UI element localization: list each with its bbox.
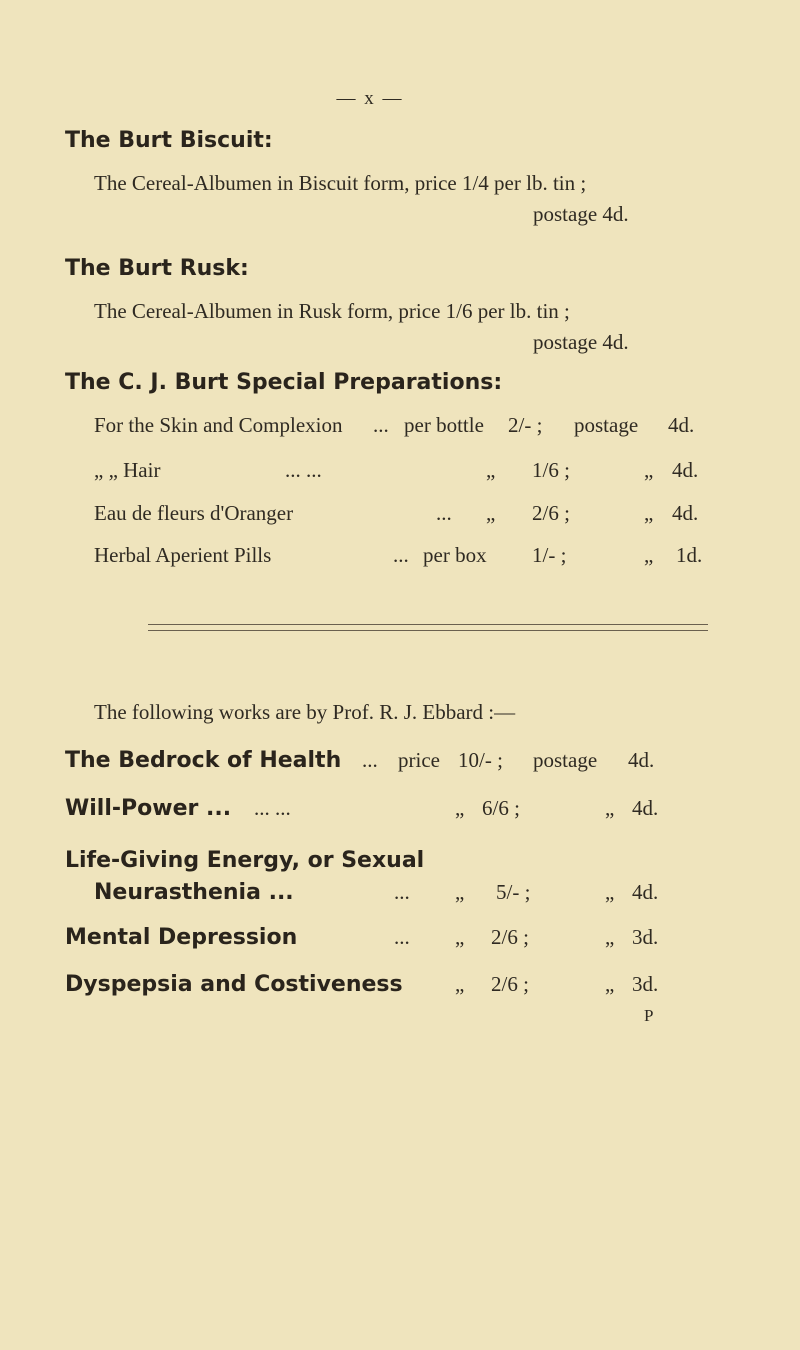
divider-rule — [148, 630, 708, 631]
preparation-name: Herbal Aperient Pills — [94, 543, 272, 567]
preparation-dots: ... — [436, 501, 452, 525]
work-postage-label: „ — [605, 972, 615, 996]
preparation-unit: per bottle — [404, 413, 484, 437]
preparation-price: 2/6 ; — [532, 501, 570, 525]
preparation-dots: ... — [373, 413, 389, 437]
work-postage: 3d. — [632, 972, 659, 996]
work-price: 6/6 ; — [482, 796, 520, 820]
biscuit-postage: postage 4d. — [533, 202, 629, 226]
work-price: 10/- ; — [458, 748, 503, 772]
work-title-continued: Neurasthenia ... — [94, 880, 294, 905]
work-dots: ... — [394, 925, 410, 949]
work-postage: 3d. — [632, 925, 659, 949]
work-title: The Bedrock of Health — [65, 748, 342, 773]
work-postage: 4d. — [632, 880, 659, 904]
work-price-label: price — [398, 748, 440, 772]
preparation-postage: 4d. — [672, 501, 699, 525]
work-postage-label: „ — [605, 880, 615, 904]
works-intro: The following works are by Prof. R. J. Ebbard :— — [94, 700, 516, 724]
rusk-description: The Cereal-Albumen in Rusk form, price 1/6 per lb. tin ; — [94, 299, 570, 323]
preparation-dots: ... — [393, 543, 409, 567]
rusk-postage: postage 4d. — [533, 330, 629, 354]
preparation-price: 2/- ; — [508, 413, 543, 437]
divider-rule — [148, 624, 708, 625]
work-price-label: „ — [455, 925, 465, 949]
work-postage-label: postage — [533, 748, 598, 772]
preparation-name: „ „ Hair — [94, 458, 161, 482]
biscuit-description: The Cereal-Albumen in Biscuit form, price 1/4 per lb. tin ; — [94, 171, 587, 195]
work-title: Life-Giving Energy, or Sexual — [65, 848, 425, 873]
preparation-price: 1/- ; — [532, 543, 567, 567]
work-price-label: „ — [455, 880, 465, 904]
work-postage: 4d. — [632, 796, 659, 820]
preparation-postage-label: postage — [574, 413, 639, 437]
work-price-label: „ — [455, 972, 465, 996]
preparation-dots: ... ... — [285, 458, 322, 482]
page-number: — x — — [336, 88, 404, 109]
biscuit-heading: The Burt Biscuit: — [65, 128, 273, 153]
preparation-unit: „ — [486, 501, 496, 525]
work-title: Will-Power ... — [65, 796, 232, 821]
work-title: Mental Depression — [65, 925, 298, 950]
work-postage-label: „ — [605, 796, 615, 820]
signature-mark: P — [644, 1006, 654, 1025]
work-price: 5/- ; — [496, 880, 531, 904]
preparation-name: For the Skin and Complexion — [94, 413, 343, 437]
work-price: 2/6 ; — [491, 925, 529, 949]
work-title: Dyspepsia and Costiveness — [65, 972, 403, 997]
work-price: 2/6 ; — [491, 972, 529, 996]
preparation-price: 1/6 ; — [532, 458, 570, 482]
preparation-postage-label: „ — [644, 458, 654, 482]
preparation-postage: 4d. — [668, 413, 695, 437]
special-preparations-heading: The C. J. Burt Special Preparations: — [65, 370, 503, 395]
preparation-postage-label: „ — [644, 543, 654, 567]
preparation-postage: 1d. — [676, 543, 703, 567]
work-postage-label: „ — [605, 925, 615, 949]
preparation-unit: „ — [486, 458, 496, 482]
work-dots: ... — [362, 748, 378, 772]
preparation-postage: 4d. — [672, 458, 699, 482]
work-dots: ... — [394, 880, 410, 904]
work-price-label: „ — [455, 796, 465, 820]
rusk-heading: The Burt Rusk: — [65, 256, 249, 281]
preparation-name: Eau de fleurs d'Oranger — [94, 501, 294, 525]
work-dots: ... ... — [254, 796, 291, 820]
preparation-postage-label: „ — [644, 501, 654, 525]
preparation-unit: per box — [423, 543, 487, 567]
work-postage: 4d. — [628, 748, 655, 772]
